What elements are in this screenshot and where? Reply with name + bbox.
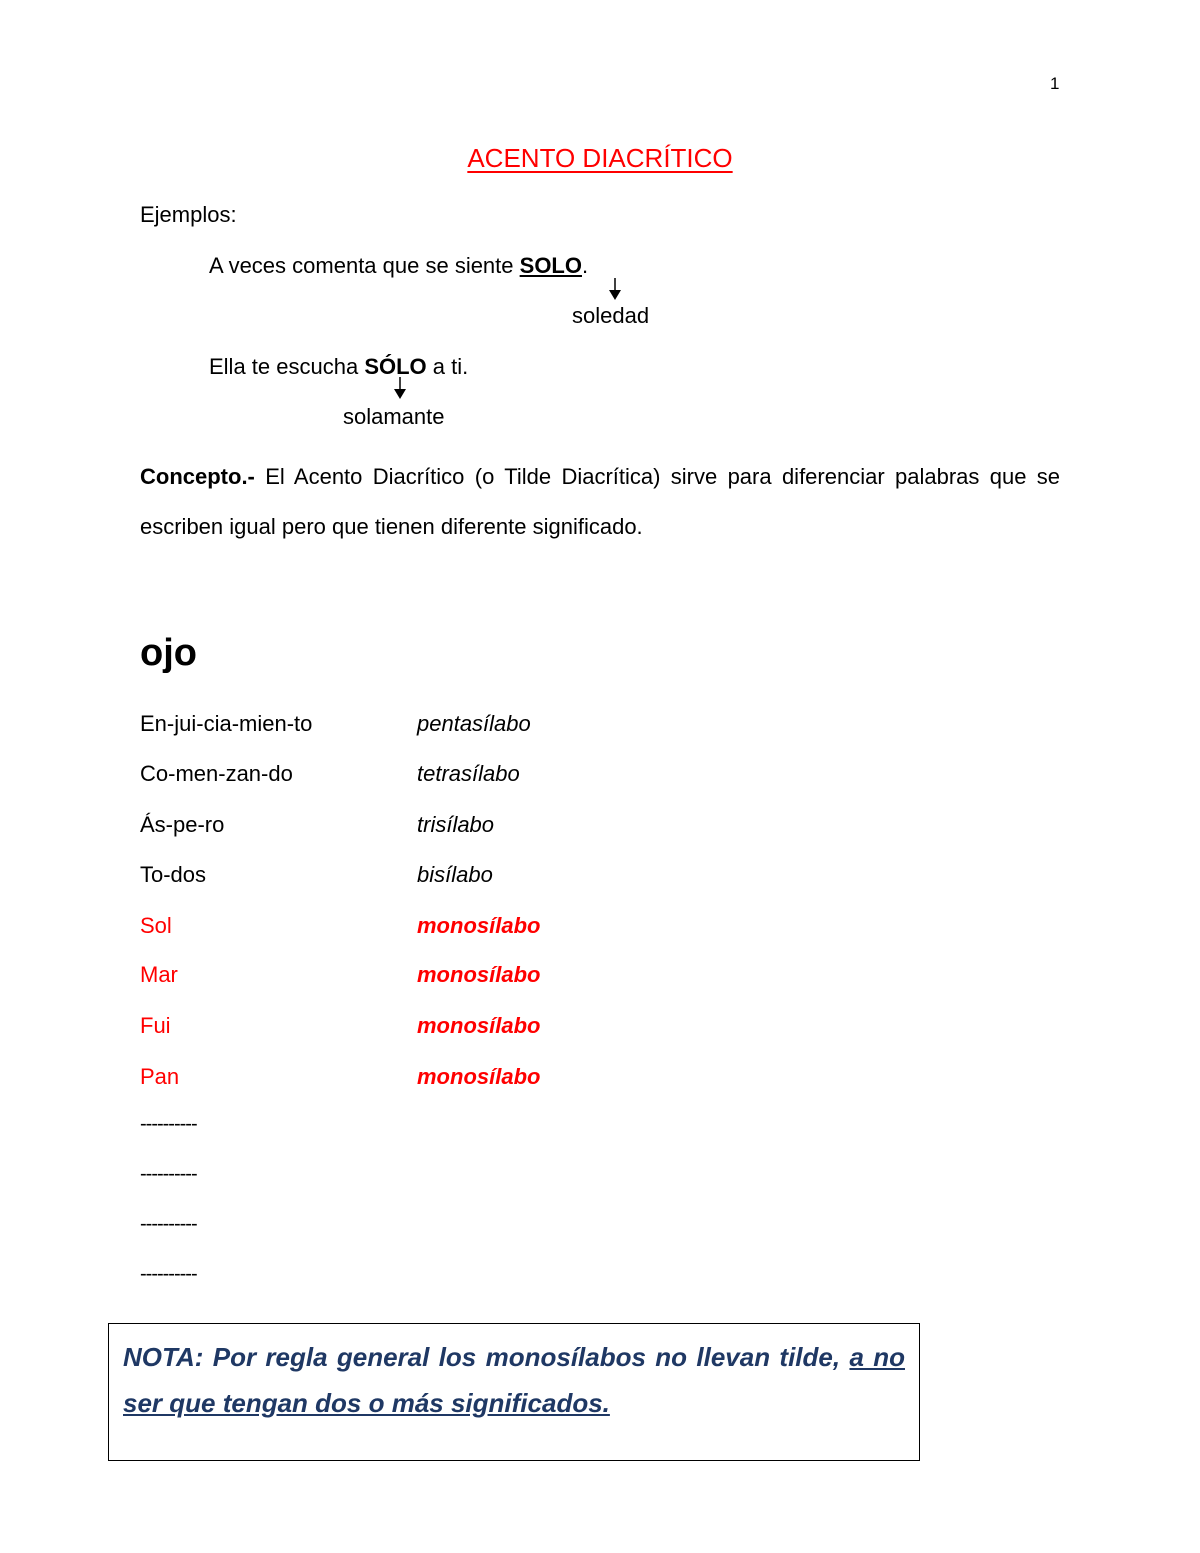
note-main: NOTA: Por regla general los monosílabos no llevan tilde,: [123, 1342, 850, 1372]
syllable-type: monosílabo: [417, 1064, 541, 1089]
example-1-before: A veces comenta que se siente: [209, 253, 520, 278]
syllable-word: To-dos: [140, 862, 207, 887]
dash-line: ----------: [140, 1263, 197, 1285]
syllable-word: Ás-pe-ro: [140, 812, 225, 837]
arrow-down-icon: [392, 377, 408, 401]
dash-line: ----------: [140, 1163, 197, 1185]
note-text: [123, 1334, 905, 1426]
dash-line: ----------: [140, 1213, 197, 1235]
syllable-type: trisílabo: [417, 812, 495, 837]
example-1-word: SOLO: [519, 253, 582, 278]
example-2-after: a ti.: [426, 354, 469, 379]
arrow-down-icon: [607, 278, 623, 302]
page-number: 1: [1050, 74, 1060, 93]
syllable-row-monosyllable: [140, 913, 840, 943]
example-sentence-2: [209, 353, 468, 381]
syllable-row-monosyllable: [140, 962, 840, 992]
syllable-type: monosílabo: [417, 962, 541, 987]
syllable-word: Co-men-zan-do: [140, 761, 293, 786]
syllable-type: monosílabo: [417, 913, 541, 938]
concept-paragraph: [140, 452, 1060, 552]
example-1-after: .: [581, 253, 589, 278]
syllable-word: Fui: [140, 1013, 171, 1038]
example-2-word: SÓLO: [364, 354, 427, 379]
concept-label: Concepto.-: [140, 464, 255, 489]
syllable-word: Sol: [140, 913, 172, 938]
ojo-heading: ojo: [140, 632, 197, 674]
syllable-type: pentasílabo: [417, 711, 531, 736]
page-title: ACENTO DIACRÍTICO: [467, 143, 733, 173]
syllable-type: monosílabo: [417, 1013, 541, 1038]
note-box: [108, 1323, 920, 1461]
note-underlined: a no ser que tengan dos o más significados.: [123, 1342, 905, 1418]
example-1-meaning: soledad: [572, 303, 650, 328]
syllable-row-monosyllable: [140, 1064, 840, 1094]
dash-line: ----------: [140, 1113, 197, 1135]
example-sentence-1: [209, 252, 588, 280]
syllable-word: En-jui-cia-mien-to: [140, 711, 313, 736]
syllable-row: [140, 711, 840, 741]
syllable-type: tetrasílabo: [417, 761, 520, 786]
syllable-type: bisílabo: [417, 862, 493, 887]
syllable-row-monosyllable: [140, 1013, 840, 1043]
syllable-row: [140, 812, 840, 842]
example-2-meaning: solamante: [343, 404, 445, 429]
syllable-word: Mar: [140, 962, 178, 987]
concept-text: El Acento Diacrítico (o Tilde Diacrítica) sirve para diferenciar palabras que se escriben igual pero que tienen diferente significado.: [140, 464, 1060, 539]
syllable-row: [140, 862, 840, 892]
example-2-before: Ella te escucha: [209, 354, 365, 379]
syllable-word: Pan: [140, 1064, 180, 1089]
examples-label: Ejemplos:: [140, 202, 237, 227]
syllable-row: [140, 761, 840, 791]
